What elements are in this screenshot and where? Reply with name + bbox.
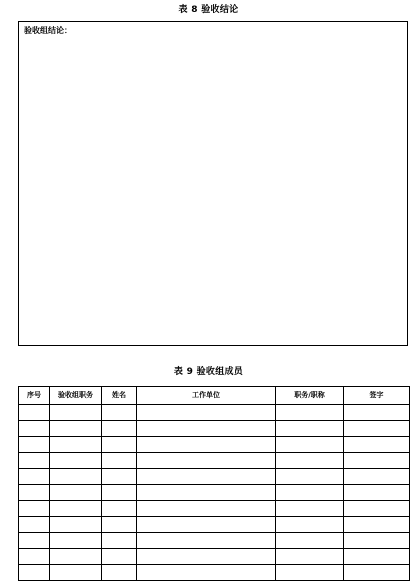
cell-signature[interactable] xyxy=(344,437,410,453)
cell-role[interactable] xyxy=(50,549,102,565)
table-row xyxy=(19,437,410,453)
cell-name[interactable] xyxy=(102,533,137,549)
cell-index[interactable] xyxy=(19,453,50,469)
table-row xyxy=(19,405,410,421)
cell-name[interactable] xyxy=(102,565,137,581)
cell-title[interactable] xyxy=(276,533,344,549)
cell-workplace[interactable] xyxy=(137,453,276,469)
cell-signature[interactable] xyxy=(344,421,410,437)
cell-index[interactable] xyxy=(19,565,50,581)
cell-name[interactable] xyxy=(102,485,137,501)
table-row xyxy=(19,533,410,549)
cell-index[interactable] xyxy=(19,549,50,565)
cell-workplace[interactable] xyxy=(137,469,276,485)
cell-role[interactable] xyxy=(50,421,102,437)
column-header-signature: 签字 xyxy=(344,387,410,405)
cell-role[interactable] xyxy=(50,533,102,549)
cell-role[interactable] xyxy=(50,565,102,581)
cell-workplace[interactable] xyxy=(137,565,276,581)
cell-name[interactable] xyxy=(102,469,137,485)
table-9-caption: 表 9 验收组成员 xyxy=(173,367,244,377)
acceptance-conclusion-box[interactable] xyxy=(18,21,408,346)
cell-signature[interactable] xyxy=(344,469,410,485)
table-header-row xyxy=(19,387,410,405)
cell-role[interactable] xyxy=(50,501,102,517)
cell-name[interactable] xyxy=(102,453,137,469)
cell-index[interactable] xyxy=(19,517,50,533)
cell-workplace[interactable] xyxy=(137,421,276,437)
cell-title[interactable] xyxy=(276,501,344,517)
cell-title[interactable] xyxy=(276,565,344,581)
cell-role[interactable] xyxy=(50,437,102,453)
cell-workplace[interactable] xyxy=(137,533,276,549)
cell-signature[interactable] xyxy=(344,533,410,549)
cell-workplace[interactable] xyxy=(137,549,276,565)
cell-index[interactable] xyxy=(19,421,50,437)
cell-index[interactable] xyxy=(19,501,50,517)
cell-name[interactable] xyxy=(102,517,137,533)
table-row xyxy=(19,453,410,469)
table-row xyxy=(19,517,410,533)
cell-signature[interactable] xyxy=(344,549,410,565)
cell-signature[interactable] xyxy=(344,485,410,501)
cell-title[interactable] xyxy=(276,485,344,501)
cell-workplace[interactable] xyxy=(137,405,276,421)
cell-title[interactable] xyxy=(276,469,344,485)
cell-signature[interactable] xyxy=(344,517,410,533)
cell-workplace[interactable] xyxy=(137,517,276,533)
column-header-index: 序号 xyxy=(19,387,50,405)
cell-role[interactable] xyxy=(50,453,102,469)
cell-signature[interactable] xyxy=(344,453,410,469)
table-8-caption: 表 8 验收结论 xyxy=(178,5,239,15)
table-row xyxy=(19,485,410,501)
cell-title[interactable] xyxy=(276,421,344,437)
cell-role[interactable] xyxy=(50,469,102,485)
cell-role[interactable] xyxy=(50,485,102,501)
cell-workplace[interactable] xyxy=(137,437,276,453)
cell-role[interactable] xyxy=(50,405,102,421)
table-row xyxy=(19,549,410,565)
cell-signature[interactable] xyxy=(344,565,410,581)
cell-name[interactable] xyxy=(102,549,137,565)
cell-signature[interactable] xyxy=(344,501,410,517)
column-header-name: 姓名 xyxy=(102,387,137,405)
table-row xyxy=(19,501,410,517)
cell-title[interactable] xyxy=(276,549,344,565)
column-header-workplace: 工作单位 xyxy=(137,387,276,405)
cell-signature[interactable] xyxy=(344,405,410,421)
cell-index[interactable] xyxy=(19,485,50,501)
cell-workplace[interactable] xyxy=(137,485,276,501)
cell-name[interactable] xyxy=(102,405,137,421)
cell-index[interactable] xyxy=(19,437,50,453)
column-header-role: 验收组职务 xyxy=(50,387,102,405)
cell-index[interactable] xyxy=(19,469,50,485)
column-header-title: 职务/职称 xyxy=(276,387,344,405)
cell-name[interactable] xyxy=(102,421,137,437)
acceptance-conclusion-label: 验收组结论： xyxy=(24,26,72,35)
acceptance-members-table xyxy=(18,386,410,581)
cell-title[interactable] xyxy=(276,437,344,453)
table-row xyxy=(19,421,410,437)
cell-index[interactable] xyxy=(19,405,50,421)
cell-name[interactable] xyxy=(102,501,137,517)
cell-name[interactable] xyxy=(102,437,137,453)
table-row xyxy=(19,469,410,485)
table-row xyxy=(19,565,410,581)
cell-title[interactable] xyxy=(276,405,344,421)
cell-index[interactable] xyxy=(19,533,50,549)
cell-title[interactable] xyxy=(276,453,344,469)
cell-role[interactable] xyxy=(50,517,102,533)
cell-workplace[interactable] xyxy=(137,501,276,517)
cell-title[interactable] xyxy=(276,517,344,533)
